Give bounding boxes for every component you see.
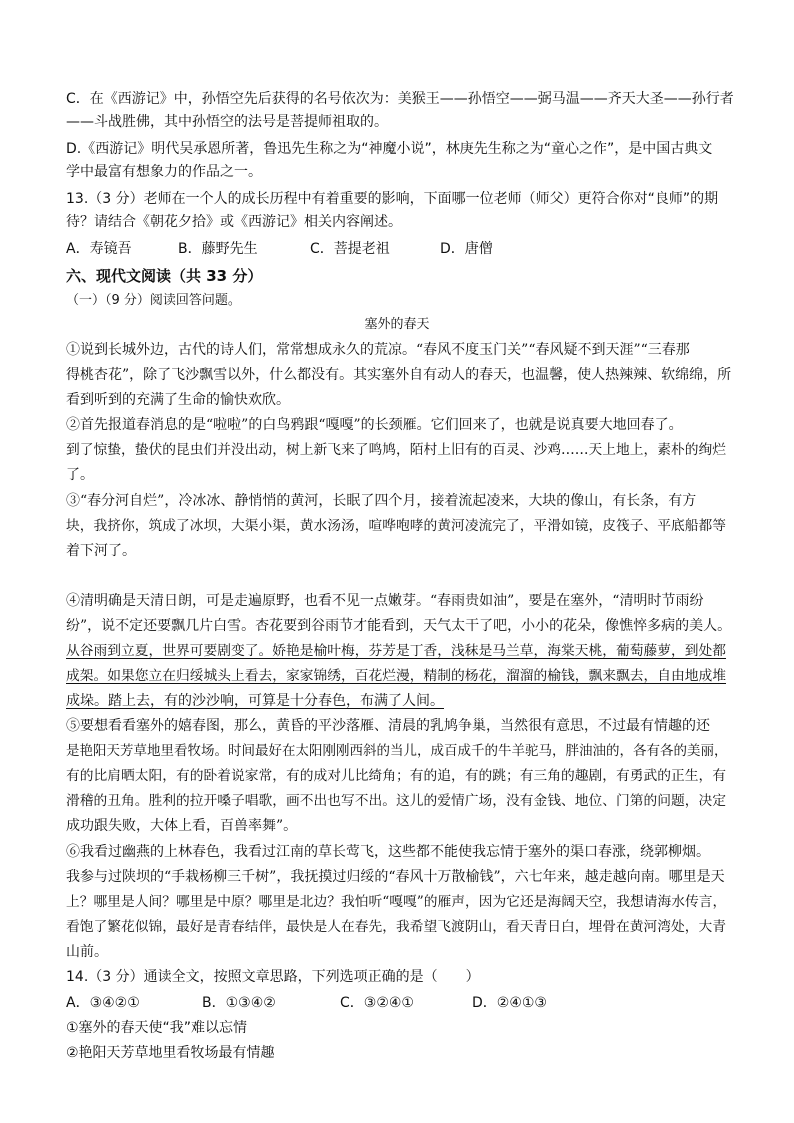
paragraph-6-line3: 上？哪里是人间？哪里是中原？哪里是北边？我怕听“嘎嘎”的雁声，因为它还是海阔天空，我想请海水传言， [66,894,727,910]
paragraph-6-line1: ⑥我看过幽燕的上林春色，我看过江南的草长莺飞，这些都不能使我忘情于塞外的渠口春涨，绕郭柳烟。 [66,844,710,860]
paragraph-5-line2: 是艳阳天芳草地里看牧场。时间最好在太阳刚刚西斜的当儿，成百成千的牛羊驼马，胖油油的，各有各的美丽， [66,743,728,759]
paragraph-6-line5: 山前。 [66,944,108,960]
paragraph-4-underlined-line1: 从谷雨到立夏，世界可要剧变了。娇艳是榆叶梅，芬芳是丁香，浅秣是马兰草，海棠天桃，葡萄藤萝，到处都 [66,643,727,659]
paragraph-4-line1: ④清明确是天清日朗，可是走遍原野，也看不见一点嫩芽。“春雨贵如油”，要是在塞外，“清明时节雨纷 [66,593,704,609]
paragraph-1-line1: ①说到长城外边，古代的诗人们，常常想成永久的荒凉。“春风不度玉门关”“春风疑不到天涯”“三春那 [66,342,690,358]
paragraph-4-underlined-line2: 成架。如果您立在归绥城头上看去，家家锦绣，百花烂漫，精制的杨花，溜溜的榆钱，飘来飘去，自由地成堆 [66,668,727,684]
paragraph-5-line1: ⑤要想看看塞外的嬉春图，那么，黄昏的平沙落雁、清晨的乳鸠争巢，当然很有意思，不过最有情趣的还 [66,718,710,734]
q13-option-c: C．菩提老祖 [310,241,390,257]
q12-option-c-line2: ——斗战胜佛，其中孙悟空的法号是菩提师祖取的。 [66,114,388,130]
q14-stem: 14.（3 分）通读全文，按照文章思路，下列选项正确的是（ ） [66,969,480,985]
q14-item-2: ②艳阳天芳草地里看牧场最有情趣 [66,1045,275,1061]
q14-option-d: D．②④①③ [472,995,547,1011]
paragraph-5-line5: 成功跟失败，大体上看，百兽率舞”。 [66,818,298,834]
paragraph-4-line2: 纷”，说不定还要飘几片白雪。杏花要到谷雨节才能看到，天气太干了吧，小小的花朵，像憔悴多病的美人。 [66,618,732,634]
paragraph-1-line2: 得桃杏花”，除了飞沙飘雪以外，什么都没有。其实塞外自有动人的春天，也温馨，使人热辣辣、软绵绵，所 [66,367,732,383]
q12-option-c-line1: C．在《西游记》中，孙悟空先后获得的名号依次为：美猴王——孙悟空——弼马温——齐天大圣——孙行者 [66,91,734,107]
section-subheading: （一）（9 分）阅读回答问题。 [66,293,241,308]
paragraph-5-line4: 滑稽的丑角。胜利的拉开嗓子唱歌，画不出也写不出。这儿的爱情广场，没有金钱、地位、门第的问题，决定 [66,793,727,809]
paragraph-3-line3: 着下河了。 [66,543,136,559]
q13-option-a: A．寿镜吾 [66,241,132,257]
q14-option-c: C．③②④① [340,995,414,1011]
q13-stem-line1: 13.（3 分）老师在一个人的成长历程中有着重要的影响，下面哪一位老师（师父）更符合你对“良师”的期 [66,191,719,207]
paragraph-1-line3: 看到听到的充满了生命的愉快欢欣。 [66,392,290,408]
paragraph-6-line4: 看饱了繁花似锦，最好是青春结伴，最快是人在春先，我希望飞渡阴山，看天青日白，埋骨在黄河湾处，大青 [66,919,727,935]
q12-option-d-line1: D.《西游记》明代吴承恩所著，鲁迅先生称之为“神魔小说”，林庚先生称之为“童心之作”，是中国古典文 [66,141,713,157]
q14-item-1: ①塞外的春天使“我”难以忘情 [66,1020,248,1036]
q13-stem-line2: 待？请结合《朝花夕拾》或《西游记》相关内容阐述。 [66,214,402,230]
q13-option-d: D．唐僧 [440,241,493,257]
q14-option-a: A．③④②① [66,995,140,1011]
article-title: 塞外的春天 [364,317,430,332]
q12-option-d-line2: 学中最富有想象力的作品之一。 [66,164,262,180]
q14-option-b: B．①③④② [202,995,276,1011]
section-heading: 六、现代文阅读（共 33 分） [66,267,263,285]
paragraph-2-line3: 了。 [66,467,94,483]
paragraph-3-line1: ③“春分河自烂”，冷冰冰、静悄悄的黄河，长眠了四个月，接着流起凌来，大块的像山，有长条，有方 [66,493,697,509]
paragraph-3-line2: 块，我挤你，筑成了冰坝，大渠小渠，黄水汤汤，喧哗咆哮的黄河凌流完了，平滑如镜，皮筏子、平底船都等 [66,518,727,534]
paragraph-6-line2: 我参与过陕坝的“手栽杨柳三千树”，我抚摸过归绥的“春风十万散榆钱”，六七年来，越走越向南。哪里是天 [66,869,725,885]
paragraph-4-underlined-line3: 成垛。踏上去，有的沙沙响，可算是十分春色，布满了人间。 [66,693,444,709]
paragraph-5-line3: 有的比肩晒太阳，有的卧着说家常，有的成对儿比绮角；有的追，有的跳；有三角的趣剧，有勇武的正生，有 [66,768,727,784]
q13-option-b: B．藤野先生 [178,241,258,257]
paragraph-2-line2: 到了惊蛰，蛰伏的昆虫们并没出动，树上新飞来了鸣鸠，陌村上旧有的百灵、沙鸡……天上地上，素朴的绚烂 [66,442,727,458]
paragraph-2-line1: ②首先报道春消息的是“啦啦”的白鸟鸦跟“嘎嘎”的长颈雁。它们回来了，也就是说真要大地回春了。 [66,417,683,433]
